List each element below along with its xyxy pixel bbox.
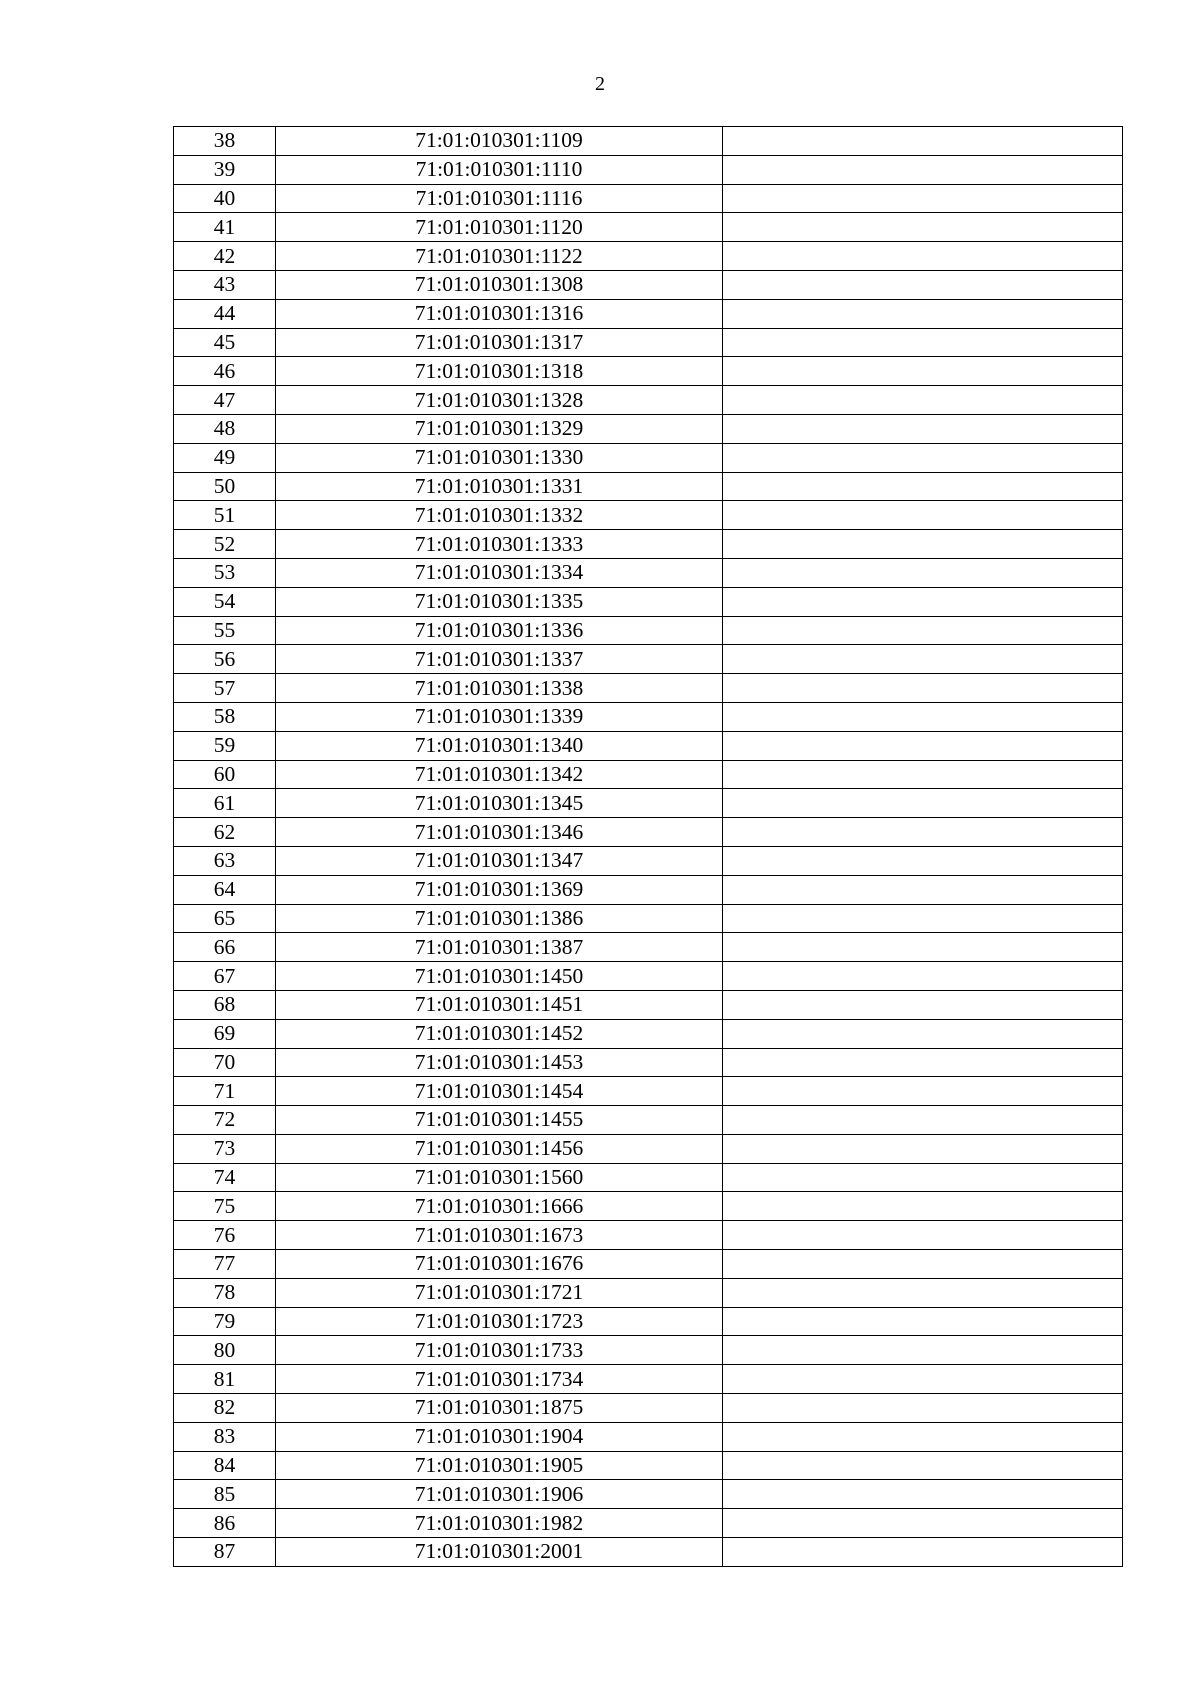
row-number-cell: 62 (174, 818, 276, 847)
table-row (174, 1365, 1123, 1394)
note-cell (723, 242, 1123, 271)
cadastral-number-cell: 71:01:010301:2001 (276, 1538, 723, 1567)
table-row (174, 731, 1123, 760)
note-cell (723, 443, 1123, 472)
cadastral-number-cell: 71:01:010301:1337 (276, 645, 723, 674)
row-number-cell: 61 (174, 789, 276, 818)
row-number-cell: 84 (174, 1451, 276, 1480)
note-cell (723, 1106, 1123, 1135)
note-cell (723, 127, 1123, 156)
table-row (174, 414, 1123, 443)
cadastral-number-cell: 71:01:010301:1905 (276, 1451, 723, 1480)
row-number-cell: 83 (174, 1422, 276, 1451)
note-cell (723, 472, 1123, 501)
row-number-cell: 58 (174, 702, 276, 731)
table-row (174, 1106, 1123, 1135)
note-cell (723, 587, 1123, 616)
table-row (174, 1451, 1123, 1480)
row-number-cell: 40 (174, 184, 276, 213)
table-row (174, 328, 1123, 357)
note-cell (723, 702, 1123, 731)
table-row (174, 1163, 1123, 1192)
note-cell (723, 328, 1123, 357)
cadastral-number-cell: 71:01:010301:1453 (276, 1048, 723, 1077)
note-cell (723, 184, 1123, 213)
table-row (174, 472, 1123, 501)
row-number-cell: 85 (174, 1480, 276, 1509)
row-number-cell: 64 (174, 875, 276, 904)
table-row (174, 184, 1123, 213)
cadastral-number-cell: 71:01:010301:1733 (276, 1336, 723, 1365)
note-cell (723, 933, 1123, 962)
cadastral-number-cell: 71:01:010301:1122 (276, 242, 723, 271)
row-number-cell: 49 (174, 443, 276, 472)
table-row (174, 270, 1123, 299)
cadastral-number-cell: 71:01:010301:1676 (276, 1250, 723, 1279)
cadastral-number-cell: 71:01:010301:1721 (276, 1278, 723, 1307)
cadastral-number-cell: 71:01:010301:1982 (276, 1509, 723, 1538)
note-cell (723, 1422, 1123, 1451)
cadastral-number-cell: 71:01:010301:1386 (276, 904, 723, 933)
note-cell (723, 1134, 1123, 1163)
table-row (174, 875, 1123, 904)
table-row (174, 1336, 1123, 1365)
note-cell (723, 299, 1123, 328)
cadastral-number-cell: 71:01:010301:1332 (276, 501, 723, 530)
note-cell (723, 1163, 1123, 1192)
cadastral-number-cell: 71:01:010301:1339 (276, 702, 723, 731)
row-number-cell: 65 (174, 904, 276, 933)
row-number-cell: 38 (174, 127, 276, 156)
row-number-cell: 67 (174, 962, 276, 991)
table-row (174, 1192, 1123, 1221)
note-cell (723, 530, 1123, 559)
row-number-cell: 86 (174, 1509, 276, 1538)
table-row (174, 1019, 1123, 1048)
row-number-cell: 70 (174, 1048, 276, 1077)
table-row (174, 242, 1123, 271)
note-cell (723, 1451, 1123, 1480)
cadastral-number-cell: 71:01:010301:1455 (276, 1106, 723, 1135)
cadastral-number-cell: 71:01:010301:1369 (276, 875, 723, 904)
cadastral-number-cell: 71:01:010301:1387 (276, 933, 723, 962)
row-number-cell: 50 (174, 472, 276, 501)
table-row (174, 443, 1123, 472)
table-row (174, 299, 1123, 328)
row-number-cell: 76 (174, 1221, 276, 1250)
row-number-cell: 47 (174, 386, 276, 415)
table-row (174, 1048, 1123, 1077)
row-number-cell: 82 (174, 1394, 276, 1423)
table-row (174, 1250, 1123, 1279)
row-number-cell: 46 (174, 357, 276, 386)
note-cell (723, 1538, 1123, 1567)
note-cell (723, 875, 1123, 904)
table-row (174, 386, 1123, 415)
table-row (174, 558, 1123, 587)
cadastral-number-cell: 71:01:010301:1308 (276, 270, 723, 299)
cadastral-number-cell: 71:01:010301:1330 (276, 443, 723, 472)
row-number-cell: 81 (174, 1365, 276, 1394)
row-number-cell: 73 (174, 1134, 276, 1163)
note-cell (723, 990, 1123, 1019)
note-cell (723, 962, 1123, 991)
note-cell (723, 1221, 1123, 1250)
note-cell (723, 1048, 1123, 1077)
row-number-cell: 77 (174, 1250, 276, 1279)
table-row (174, 155, 1123, 184)
note-cell (723, 1019, 1123, 1048)
note-cell (723, 760, 1123, 789)
table-row (174, 933, 1123, 962)
cadastral-number-cell: 71:01:010301:1904 (276, 1422, 723, 1451)
note-cell (723, 616, 1123, 645)
cadastral-number-cell: 71:01:010301:1875 (276, 1394, 723, 1423)
note-cell (723, 270, 1123, 299)
row-number-cell: 39 (174, 155, 276, 184)
row-number-cell: 55 (174, 616, 276, 645)
note-cell (723, 213, 1123, 242)
row-number-cell: 43 (174, 270, 276, 299)
row-number-cell: 78 (174, 1278, 276, 1307)
table-row (174, 1509, 1123, 1538)
table-row (174, 645, 1123, 674)
cadastral-number-cell: 71:01:010301:1336 (276, 616, 723, 645)
table-row (174, 990, 1123, 1019)
note-cell (723, 1509, 1123, 1538)
cadastral-number-cell: 71:01:010301:1342 (276, 760, 723, 789)
note-cell (723, 674, 1123, 703)
cadastral-number-cell: 71:01:010301:1328 (276, 386, 723, 415)
cadastral-number-cell: 71:01:010301:1666 (276, 1192, 723, 1221)
table-row (174, 1221, 1123, 1250)
cadastral-number-cell: 71:01:010301:1316 (276, 299, 723, 328)
row-number-cell: 69 (174, 1019, 276, 1048)
table-row (174, 1422, 1123, 1451)
note-cell (723, 1336, 1123, 1365)
note-cell (723, 1250, 1123, 1279)
note-cell (723, 731, 1123, 760)
row-number-cell: 54 (174, 587, 276, 616)
cadastral-number-cell: 71:01:010301:1723 (276, 1307, 723, 1336)
note-cell (723, 1307, 1123, 1336)
note-cell (723, 386, 1123, 415)
table-row (174, 674, 1123, 703)
cadastral-number-cell: 71:01:010301:1452 (276, 1019, 723, 1048)
table-row (174, 1134, 1123, 1163)
note-cell (723, 645, 1123, 674)
cadastral-number-cell: 71:01:010301:1116 (276, 184, 723, 213)
row-number-cell: 57 (174, 674, 276, 703)
cadastral-number-cell: 71:01:010301:1317 (276, 328, 723, 357)
cadastral-number-cell: 71:01:010301:1347 (276, 846, 723, 875)
row-number-cell: 45 (174, 328, 276, 357)
row-number-cell: 53 (174, 558, 276, 587)
table-row (174, 1394, 1123, 1423)
row-number-cell: 71 (174, 1077, 276, 1106)
table-row (174, 1077, 1123, 1106)
cadastral-number-cell: 71:01:010301:1560 (276, 1163, 723, 1192)
cadastral-number-cell: 71:01:010301:1450 (276, 962, 723, 991)
table-row (174, 1538, 1123, 1567)
table-row (174, 357, 1123, 386)
row-number-cell: 48 (174, 414, 276, 443)
row-number-cell: 42 (174, 242, 276, 271)
note-cell (723, 789, 1123, 818)
row-number-cell: 41 (174, 213, 276, 242)
row-number-cell: 72 (174, 1106, 276, 1135)
row-number-cell: 87 (174, 1538, 276, 1567)
note-cell (723, 501, 1123, 530)
row-number-cell: 60 (174, 760, 276, 789)
cadastral-number-cell: 71:01:010301:1110 (276, 155, 723, 184)
table-row (174, 587, 1123, 616)
table-row (174, 616, 1123, 645)
note-cell (723, 1077, 1123, 1106)
row-number-cell: 59 (174, 731, 276, 760)
row-number-cell: 66 (174, 933, 276, 962)
table-row (174, 818, 1123, 847)
cadastral-number-cell: 71:01:010301:1346 (276, 818, 723, 847)
cadastral-number-cell: 71:01:010301:1120 (276, 213, 723, 242)
note-cell (723, 1394, 1123, 1423)
row-number-cell: 74 (174, 1163, 276, 1192)
row-number-cell: 68 (174, 990, 276, 1019)
row-number-cell: 80 (174, 1336, 276, 1365)
table-row (174, 213, 1123, 242)
row-number-cell: 44 (174, 299, 276, 328)
row-number-cell: 75 (174, 1192, 276, 1221)
table-row (174, 1480, 1123, 1509)
table-row (174, 760, 1123, 789)
cadastral-number-cell: 71:01:010301:1109 (276, 127, 723, 156)
table-row (174, 846, 1123, 875)
cadastral-number-cell: 71:01:010301:1318 (276, 357, 723, 386)
row-number-cell: 51 (174, 501, 276, 530)
cadastral-number-cell: 71:01:010301:1335 (276, 587, 723, 616)
cadastral-number-cell: 71:01:010301:1456 (276, 1134, 723, 1163)
note-cell (723, 414, 1123, 443)
note-cell (723, 558, 1123, 587)
note-cell (723, 357, 1123, 386)
note-cell (723, 904, 1123, 933)
cadastral-number-cell: 71:01:010301:1906 (276, 1480, 723, 1509)
table-row (174, 962, 1123, 991)
table-row (174, 904, 1123, 933)
table-row (174, 789, 1123, 818)
cadastral-number-cell: 71:01:010301:1333 (276, 530, 723, 559)
row-number-cell: 52 (174, 530, 276, 559)
cadastral-number-cell: 71:01:010301:1329 (276, 414, 723, 443)
cadastral-table-body (174, 127, 1123, 1567)
cadastral-number-cell: 71:01:010301:1673 (276, 1221, 723, 1250)
table-row (174, 127, 1123, 156)
table-row (174, 1278, 1123, 1307)
cadastral-number-cell: 71:01:010301:1734 (276, 1365, 723, 1394)
cadastral-number-cell: 71:01:010301:1345 (276, 789, 723, 818)
cadastral-number-cell: 71:01:010301:1340 (276, 731, 723, 760)
table-row (174, 501, 1123, 530)
page-number: 2 (595, 73, 605, 95)
table-row (174, 1307, 1123, 1336)
note-cell (723, 846, 1123, 875)
note-cell (723, 155, 1123, 184)
row-number-cell: 79 (174, 1307, 276, 1336)
table-row (174, 702, 1123, 731)
note-cell (723, 818, 1123, 847)
cadastral-table (173, 126, 1123, 1567)
row-number-cell: 63 (174, 846, 276, 875)
note-cell (723, 1278, 1123, 1307)
cadastral-number-cell: 71:01:010301:1454 (276, 1077, 723, 1106)
table-row (174, 530, 1123, 559)
note-cell (723, 1480, 1123, 1509)
note-cell (723, 1192, 1123, 1221)
cadastral-number-cell: 71:01:010301:1338 (276, 674, 723, 703)
cadastral-number-cell: 71:01:010301:1331 (276, 472, 723, 501)
row-number-cell: 56 (174, 645, 276, 674)
note-cell (723, 1365, 1123, 1394)
cadastral-number-cell: 71:01:010301:1334 (276, 558, 723, 587)
cadastral-number-cell: 71:01:010301:1451 (276, 990, 723, 1019)
